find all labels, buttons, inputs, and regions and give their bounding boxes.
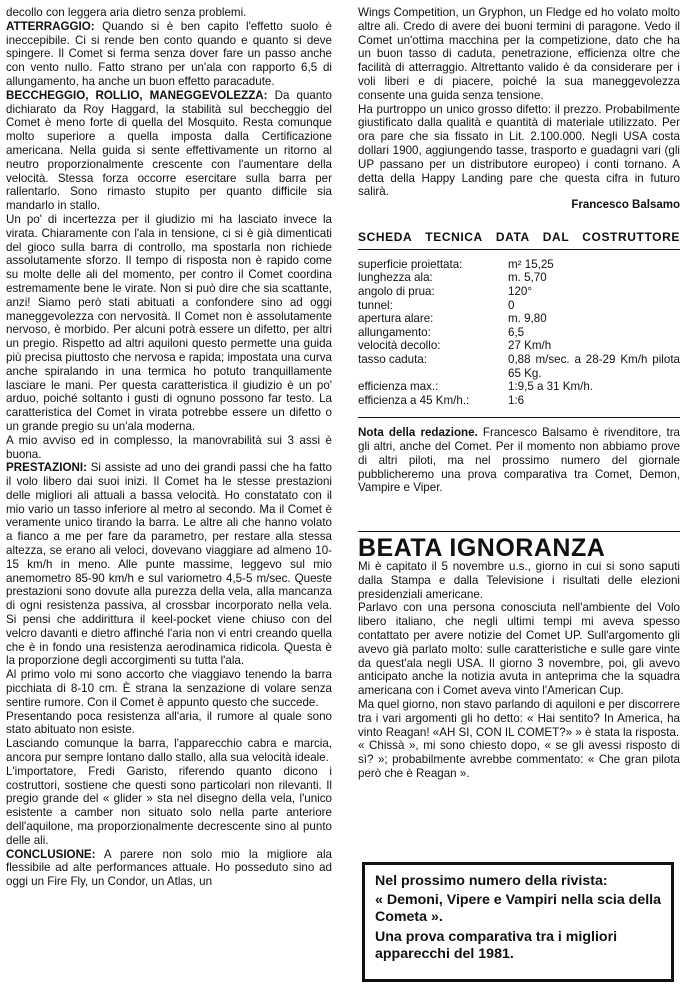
paragraph: Mi è capitato il 5 novembre u.s., giorno in cui si sono saputi dalla Stampa e dalla Televisione i risultati delle elezioni presidenziali americane.	[358, 560, 680, 601]
box-line: Nel prossimo numero della rivista:	[375, 873, 608, 889]
left-column	[6, 6, 332, 889]
table-row: tunnel: 0	[358, 298, 515, 312]
paragraph: Un po' di incertezza per il giudizio mi ha lasciato invece la virata. Chiaramente con l'ala in tensione, ci si è già dimenticati del gioco sulla barra di controllo, ma spostarla non richiede assolutamente sforzo. Il tempo di risposta non è rapido come su molte delle ali del momento, per contro il Comet coordina estremamente bene le virate. Non si può dire che sia scattante, anzi! Siamo però stati abituati a confondere sino ad oggi maneggevolezza con nervosità. Il Comet non è assolutamente nervoso, è morbido. Per alcuni potrà essere un difetto, per altri un pregio. Rispetto ad altri aquiloni questo permette una guida più precisa piuttosto che nervosa e rapida; impostata una curva anche spiralando in una termica ho potuto tranquillamente lasciare le mani. Per questa caratteristica il giudizio è un po' arduo, poiché soltanto i gusti di ognuno possono far testo. La caratteristica del Comet in virata potrebbe essere un difetto o un grande pregio su un'ala moderna.	[6, 212, 332, 433]
table-row: superficie proiettata: m² 15,25	[358, 257, 554, 271]
table-row: apertura alare: m. 9,80	[358, 312, 547, 326]
paragraph: decollo con leggera aria dietro senza problemi.	[6, 6, 247, 19]
paragraph: Al primo volo mi sono accorto che viaggiavo tenendo la barra picchiata di 8-10 cm. È strana la senzazione di volare senza sentire rumore. Con il Comet è appunto questo che succede.	[6, 668, 332, 709]
paragraph: Wings Competition, un Gryphon, un Fledge ed ho volato molto altre ali. Credo di avere dei buoni termini di paragone. Vedo il Comet un'ottima macchina per la competizione, dato che ha un buon tasso di caduta, penetrazione, efficienza oltre che facilità di atterraggio. Altrettanto valido è da considerare per i voli liberi e di piacere, poiché la sua maneggevolezza consente una guida senza tensione.	[358, 6, 680, 102]
table-row: efficienza a 45 Km/h.: 1:6	[358, 393, 525, 407]
table-row: efficienza max.: 1:9,5 a 31 Km/h.	[358, 380, 594, 394]
table-row: velocità decollo: 27 Km/h	[358, 339, 552, 353]
paragraph: BECCHEGGIO, ROLLIO, MANEGGEVOLEZZA: Da quanto dichiarato da Roy Haggard, la stabilità sul beccheggio del Comet è meno forte di quella del Mosquito. Resta comunque molto superiore a quella imposta dalla Certificazione americana. Nella guida si sente effettivamente un ritorno al neutro proporzionalmente crescente con l'aumentare della velocità. Stessa forza occorre esercitare sulla barra per rallentarlo. Sono rimasto stupito per quanto difficile sia mandarlo in stallo.	[6, 88, 332, 213]
table-row: lunghezza ala: m. 5,70	[358, 271, 547, 285]
table-row: angolo di prua: 120°	[358, 284, 532, 298]
section-heading: ATTERRAGGIO:	[6, 19, 95, 33]
section-heading: BECCHEGGIO, ROLLIO, MANEGGEVOLEZZA:	[6, 88, 268, 102]
paragraph: Presentando poca resistenza all'aria, il rumore al quale sono stato abituato non esiste.	[6, 709, 332, 737]
paragraph: ATTERRAGGIO: Quando si è ben capito l'effetto suolo è ineccepibile. Ci si rende ben conto quando e quanto si deve spingere. Il Comet si ferma senza dover fare un passo anche con vento nullo. Fatto strano per un'ala con rapporto 6,5 di allungamento, ha anche un buon effetto paracadute.	[6, 19, 332, 88]
section-heading: CONCLUSIONE:	[6, 847, 96, 861]
paragraph: Ha purtroppo un unico grosso difetto: il prezzo. Probabilmente giustificato dalla qualità e quantità di materiale utilizzato. Per ora pare che sia fissato in Lit. 2.100.000. Negli USA costa dollari 1900, aggiungendo tasse, trasporto e guadagni vari (gli UP passano per un distributore europeo) i conti tornano. A detta della Happy Landing pare che questa cifra in futuro salirà.	[358, 102, 680, 199]
author-signature: Francesco Balsamo	[571, 199, 680, 212]
paragraph: L'importatore, Fredi Garisto, riferendo quanto dicono i costruttori, sostiene che questi sono particolari non rilevanti. Il pregio grande del « glider » sta nel disegno della vela, l'unico esistente a camber non situato solo nella parte anteriore dell'aquilone, ma proporzionalmente decrescente sino al punto delle ali.	[6, 764, 332, 847]
paragraph: Ma quel giorno, non stavo parlando di aquiloni e per discorrere tra i vari argomenti gli ho detto: « Hai sentito? In America, ha vinto Reagan! «AH SI, CON IL COMET?» » è stata la risposta.	[358, 698, 680, 739]
box-line: Una prova comparativa tra i migliori apparecchi del 1981.	[375, 928, 618, 962]
spec-table	[358, 258, 680, 408]
paragraph: Parlavo con una persona conosciuta nell'ambiente del Volo libero italiano, che negli ultimi tempi mi aveva spesso contattato per avere notizie del Comet UP. Sull'argomento gli avevo già parlato molto: sulle caratteristiche e sulle gare vinte da quest'ala negli USA. Il giorno 3 novembre, poi, gli avevo anticipato anche la notizia avuta in anteprima che la squadra americana con i Comet aveva vinto l'American Cup.	[358, 601, 680, 698]
article-title: BEATA IGNORANZA	[358, 531, 680, 556]
paragraph: PRESTAZIONI: Si assiste ad uno dei grandi passi che ha fatto il volo libero dai suoi inizi. Il Comet ha le stesse prestazioni delle migliori ali attuali a bassa velocità. Ho constatato con il mio vario un tasso inferiore al metro al secondo. Ma il Comet è veramente unico tirando la barra. Le altre ali che hanno volato a fianco a me per fare da parametro, per restare alla stessa altezza, se erano ali veloci, dovevano viaggiare ad almeno 10-15 km/h in meno. Alle punte massime, leggevo sul mio anemometro 85-90 km/h e sul variometro 4,5-5 m/sec. Queste prestazioni sono dovute alla purezza della vela, alla mancanza di ogni resistenza passiva, al crossbar incorporato nella vela. Si pensi che addirittura il keel-pocket viene chiuso con del velcro davanti e dietro affinché l'aria non vi entri creando quella che è in fondo una resistenza aerodinamica ridicola. Questa è la proporzione degli accorgimenti su tutta l'ala.	[6, 461, 332, 668]
next-issue-box	[362, 862, 674, 982]
table-row: tasso caduta: 0,88 m/sec. a 28-29 Km/h pilota 65 Kg.	[358, 352, 680, 380]
editorial-note: Nota della redazione. Francesco Balsamo è rivenditore, tra gli altri, anche del Comet. Per il momento non abbiamo prove di altri piloti, ma nel prossimo numero del giornale pubblicheremo una prova comparativa tra Comet, Demon, Vampire e Viper.	[358, 426, 681, 495]
paragraph: « Chissà », mi sono chiesto dopo, « se gli avessi risposto di sì? »; probabilmente avrebbe commentato: « Che gran pilota però che è Reagan ».	[358, 739, 680, 781]
right-column	[358, 6, 680, 781]
box-line: « Demoni, Vipere e Vampiri nella scia della Cometa ».	[375, 892, 661, 926]
paragraph: A mio avviso ed in complesso, la manovrabilità sui 3 assi è buona.	[6, 433, 332, 461]
divider	[358, 417, 680, 418]
table-row: allungamento: 6,5	[358, 325, 525, 339]
spec-title: SCHEDA TECNICA DATA DAL COSTRUTTORE	[358, 231, 680, 250]
section-heading: PRESTAZIONI:	[6, 461, 87, 475]
paragraph: CONCLUSIONE: A parere non solo mio la migliore ala flessibile ad alte performances attuale. Ho posseduto sino ad oggi un Fire Fly, un Condor, un Atlas, un	[6, 847, 332, 889]
paragraph: Lasciando comunque la barra, l'apparecchio cabra e marcia, ancora pur sempre lontano dallo stallo, alla sua velocità ideale.	[6, 737, 332, 765]
